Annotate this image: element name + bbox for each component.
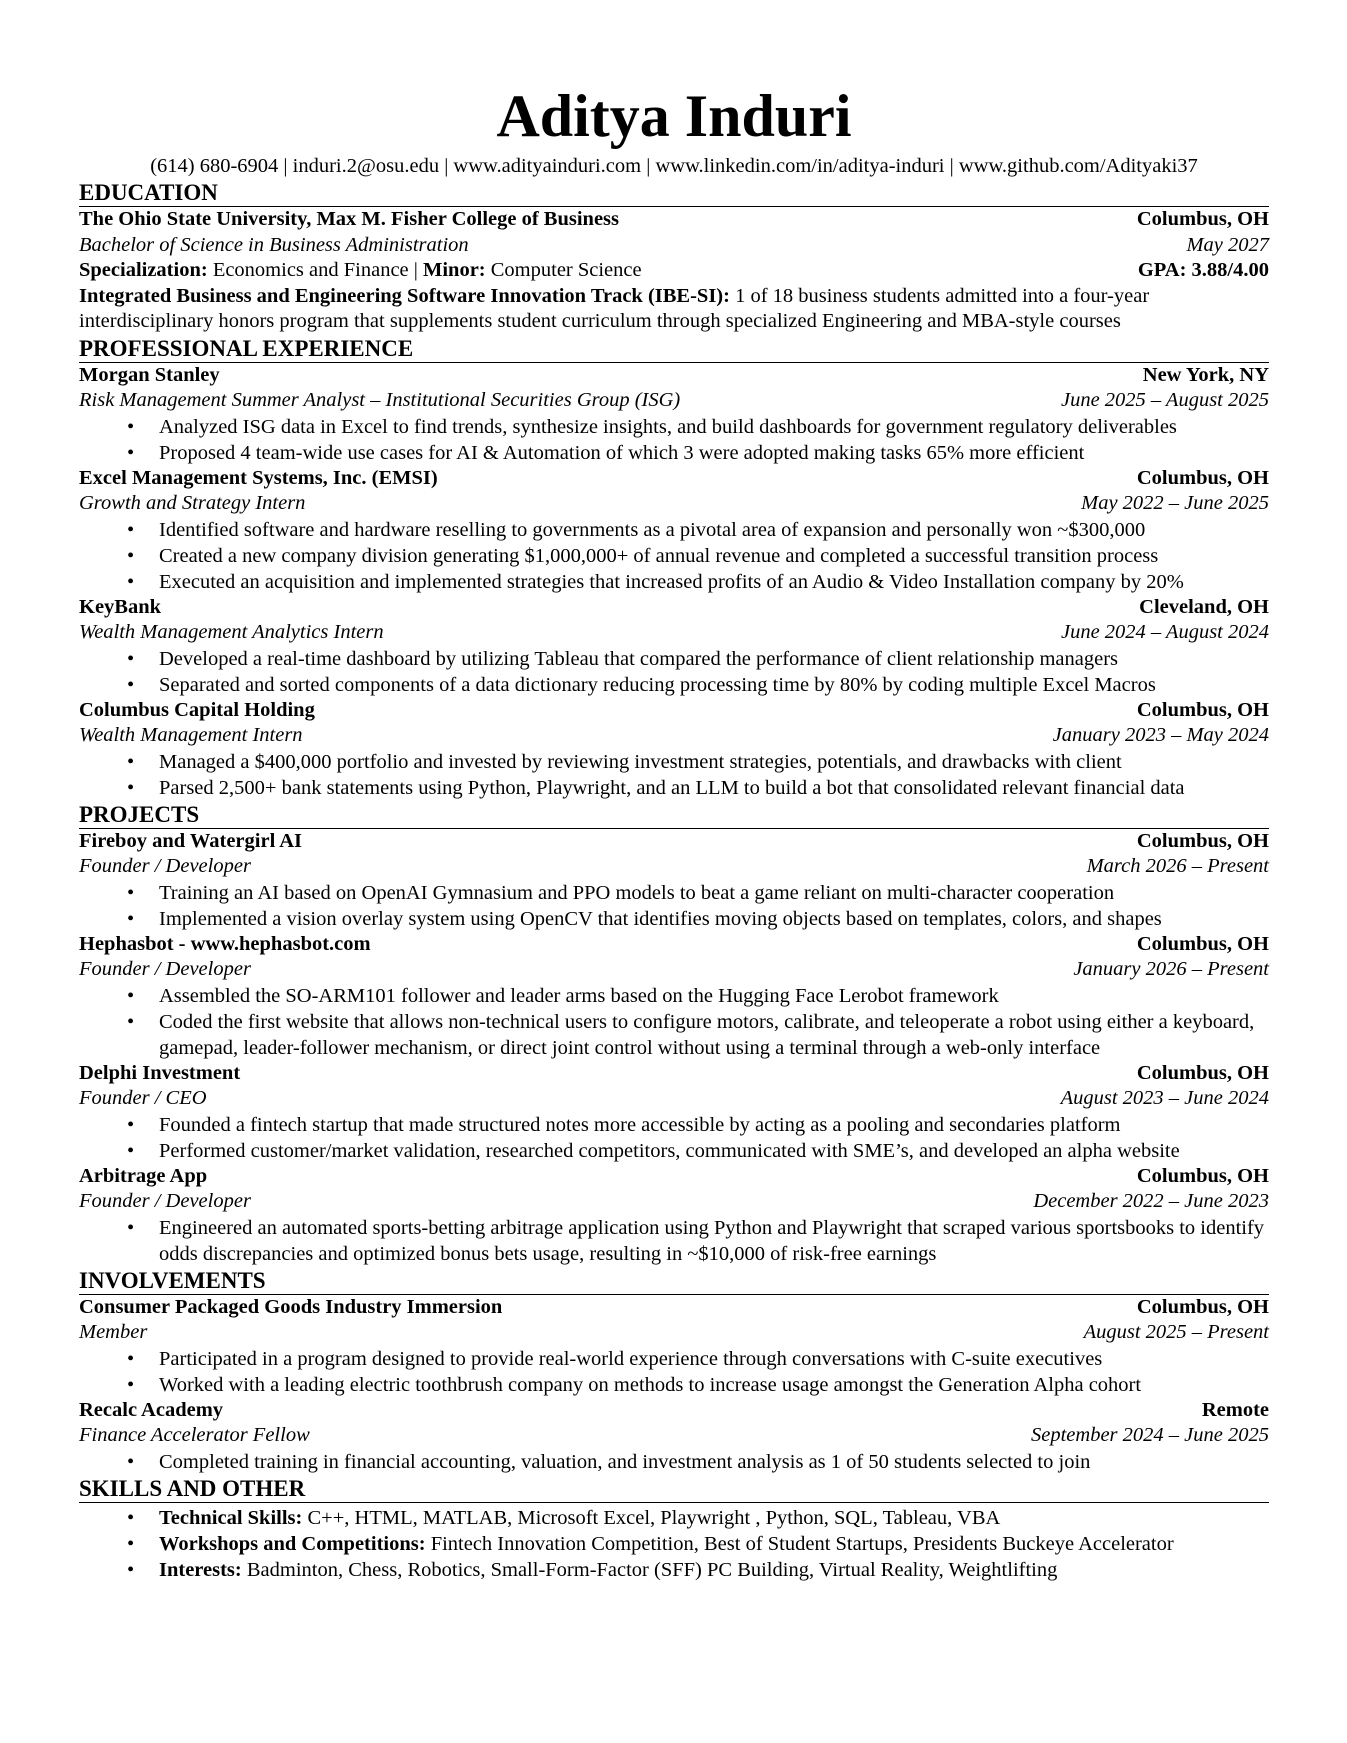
school-location: Columbus, OH <box>1136 208 1269 230</box>
date-range: June 2024 – August 2024 <box>1060 621 1269 643</box>
candidate-name: Aditya Induri <box>496 83 852 149</box>
section-heading-education: EDUCATION <box>79 180 1269 207</box>
role-title: Founder / Developer <box>79 1190 251 1212</box>
skill-item-workshops <box>79 1531 1269 1557</box>
entry-subheader-row <box>79 1320 1269 1346</box>
entry-subheader-row <box>79 1086 1269 1112</box>
specialization-row <box>79 258 1269 284</box>
honors-program-description: 1 of 18 business students admitted into a four-year interdisciplinary honors program that supplements student curriculum through specialized Engineering and MBA-style courses <box>79 284 1150 332</box>
entry-subheader-row <box>79 1189 1269 1215</box>
entry-location: Remote <box>1201 1398 1269 1421</box>
entry-header-row <box>79 698 1269 724</box>
date-range: September 2024 – June 2025 <box>1031 1424 1269 1446</box>
bullet-list <box>79 646 1269 698</box>
role-title: Wealth Management Intern <box>79 724 303 746</box>
date-range: August 2023 – June 2024 <box>1060 1087 1269 1109</box>
bullet-list <box>79 1449 1269 1475</box>
experience-entry <box>79 363 1269 466</box>
entry-subheader-row <box>79 620 1269 646</box>
bullet-point: • Implemented a vision overlay system using OpenCV that identifies moving objects based on templates, colors, and shapes <box>79 906 1269 932</box>
bullet-point: • Engineered an automated sports-betting arbitrage application using Python and Playwright that scraped various sportsbooks to identify odds discrepancies and optimized bonus bets usage, resulting in ~$10,000 of risk-free earnings <box>79 1215 1269 1267</box>
bullet-point: • Assembled the SO-ARM101 follower and leader arms based on the Hugging Face Lerobot framework <box>79 983 1269 1009</box>
skill-text: Fintech Innovation Competition, Best of Student Startups, Presidents Buckeye Accelerator <box>425 1532 1174 1555</box>
bullet-list <box>79 414 1269 466</box>
bullet-list <box>79 1346 1269 1398</box>
skill-label: Interests: <box>159 1558 242 1581</box>
section-heading-projects: PROJECTS <box>79 802 1269 829</box>
organization-name: Hephasbot - www.hephasbot.com <box>79 932 371 955</box>
minor-value: Computer Science <box>485 259 642 281</box>
entry-location: Cleveland, OH <box>1139 595 1269 618</box>
organization-name: Delphi Investment <box>79 1061 241 1084</box>
projects-entry <box>79 829 1269 932</box>
date-range: January 2026 – Present <box>1073 958 1269 980</box>
entry-location: Columbus, OH <box>1136 1164 1269 1187</box>
bullet-point: • Executed an acquisition and implemented strategies that increased profits of an Audio & Video Installation company by 20% <box>79 569 1269 595</box>
bullet-point: • Coded the first website that allows non-technical users to configure motors, calibrate, and teleoperate a robot using either a keyboard, gamepad, leader-follower mechanism, or direct joint control without using a terminal through a web-only interface <box>79 1009 1269 1061</box>
honors-program-text <box>79 284 1269 335</box>
bullet-list <box>79 1112 1269 1164</box>
entry-subheader-row <box>79 388 1269 414</box>
section-heading-involvements: INVOLVEMENTS <box>79 1268 1269 1295</box>
bullet-list <box>79 517 1269 595</box>
involvements-entry <box>79 1398 1269 1475</box>
bullet-point: • Parsed 2,500+ bank statements using Python, Playwright, and an LLM to build a bot that consolidated relevant financial data <box>79 775 1269 801</box>
organization-name: Columbus Capital Holding <box>79 698 315 721</box>
bullet-point: • Participated in a program designed to provide real-world experience through conversations with C-suite executives <box>79 1346 1269 1372</box>
specialization-text <box>79 258 642 284</box>
degree-name: Bachelor of Science in Business Administration <box>79 233 469 256</box>
role-title: Founder / Developer <box>79 855 251 877</box>
education-entry <box>79 207 1269 335</box>
entry-subheader-row <box>79 1423 1269 1449</box>
role-title: Risk Management Summer Analyst – Institutional Securities Group (ISG) <box>79 389 681 411</box>
section-heading-experience: PROFESSIONAL EXPERIENCE <box>79 336 1269 363</box>
role-title: Member <box>79 1321 148 1343</box>
involvements-list <box>79 1295 1269 1475</box>
honors-program-label: Integrated Business and Engineering Software Innovation Track (IBE-SI): <box>79 284 730 307</box>
organization-name: Arbitrage App <box>79 1164 208 1187</box>
role-title: Growth and Strategy Intern <box>79 492 306 514</box>
bullet-point: • Analyzed ISG data in Excel to find trends, synthesize insights, and build dashboards for government regulatory deliverables <box>79 414 1269 440</box>
entry-location: Columbus, OH <box>1136 932 1269 955</box>
entry-location: Columbus, OH <box>1136 466 1269 489</box>
skill-item-interests <box>79 1557 1269 1583</box>
projects-list <box>79 829 1269 1267</box>
bullet-list <box>79 1215 1269 1267</box>
organization-name: Consumer Packaged Goods Industry Immersion <box>79 1295 503 1318</box>
date-range: June 2025 – August 2025 <box>1060 389 1269 411</box>
experience-entry <box>79 466 1269 595</box>
bullet-list <box>79 880 1269 932</box>
entry-subheader-row <box>79 233 1269 259</box>
experience-entry <box>79 698 1269 801</box>
date-range: August 2025 – Present <box>1083 1321 1269 1343</box>
bullet-point: • Founded a fintech startup that made structured notes more accessible by acting as a pooling and secondaries platform <box>79 1112 1269 1138</box>
entry-subheader-row <box>79 854 1269 880</box>
date-range: January 2023 – May 2024 <box>1052 724 1269 746</box>
role-title: Finance Accelerator Fellow <box>79 1424 310 1446</box>
skill-label: Technical Skills: <box>159 1506 303 1529</box>
role-title: Wealth Management Analytics Intern <box>79 621 384 643</box>
experience-list <box>79 363 1269 801</box>
bullet-point: • Identified software and hardware reselling to governments as a pivotal area of expansion and personally won ~$300,000 <box>79 517 1269 543</box>
entry-header-row <box>79 207 1269 233</box>
bullet-point: • Completed training in financial accounting, valuation, and investment analysis as 1 of 50 students selected to join <box>79 1449 1269 1475</box>
entry-header-row <box>79 1061 1269 1087</box>
projects-entry <box>79 1061 1269 1164</box>
entry-subheader-row <box>79 723 1269 749</box>
entry-header-row <box>79 1295 1269 1321</box>
skill-label: Workshops and Competitions: <box>159 1532 426 1555</box>
skill-text: C++, HTML, MATLAB, Microsoft Excel, Playwright , Python, SQL, Tableau, VBA <box>302 1506 1001 1529</box>
minor-label: Minor: <box>423 259 486 281</box>
section-heading-skills: SKILLS AND OTHER <box>79 1476 1269 1503</box>
entry-header-row <box>79 932 1269 958</box>
contact-line: (614) 680-6904 | induri.2@osu.edu | www.adityainduri.com | www.linkedin.com/in/aditya-induri | www.github.com/Adityaki37 <box>150 155 1198 177</box>
bullet-point: • Worked with a leading electric toothbrush company on methods to increase usage amongst the Generation Alpha cohort <box>79 1372 1269 1398</box>
date-range: March 2026 – Present <box>1086 855 1269 877</box>
involvements-entry <box>79 1295 1269 1398</box>
bullet-point: • Developed a real-time dashboard by utilizing Tableau that compared the performance of client relationship managers <box>79 646 1269 672</box>
entry-header-row <box>79 829 1269 855</box>
bullet-list <box>79 749 1269 801</box>
specialization-value: Economics and Finance | <box>207 259 423 281</box>
entry-header-row <box>79 363 1269 389</box>
date-range: May 2022 – June 2025 <box>1081 492 1269 514</box>
entry-subheader-row <box>79 491 1269 517</box>
role-title: Founder / Developer <box>79 958 251 980</box>
role-title: Founder / CEO <box>79 1087 207 1109</box>
entry-header-row <box>79 1398 1269 1424</box>
bullet-point: • Performed customer/market validation, researched competitors, communicated with SME’s, and developed an alpha website <box>79 1138 1269 1164</box>
projects-entry <box>79 932 1269 1061</box>
entry-location: Columbus, OH <box>1136 1061 1269 1084</box>
organization-name: Recalc Academy <box>79 1398 224 1421</box>
entry-header-row <box>79 466 1269 492</box>
bullet-point: • Separated and sorted components of a data dictionary reducing processing time by 80% by coding multiple Excel Macros <box>79 672 1269 698</box>
skill-item-technical <box>79 1505 1269 1531</box>
entry-location: Columbus, OH <box>1136 1295 1269 1318</box>
specialization-label: Specialization: <box>79 259 208 281</box>
bullet-point: • Training an AI based on OpenAI Gymnasium and PPO models to beat a game reliant on multi-character cooperation <box>79 880 1269 906</box>
date-range: December 2022 – June 2023 <box>1033 1190 1269 1212</box>
experience-entry <box>79 595 1269 698</box>
organization-name: Excel Management Systems, Inc. (EMSI) <box>79 466 438 489</box>
bullet-list <box>79 983 1269 1061</box>
skill-text: Badminton, Chess, Robotics, Small-Form-Factor (SFF) PC Building, Virtual Reality, Weightlifting <box>241 1558 1058 1581</box>
gpa: GPA: 3.88/4.00 <box>1137 259 1269 281</box>
entry-location: Columbus, OH <box>1136 829 1269 852</box>
graduation-date: May 2027 <box>1186 233 1269 256</box>
entry-location: New York, NY <box>1142 363 1269 386</box>
bullet-point: • Created a new company division generating $1,000,000+ of annual revenue and completed a successful transition process <box>79 543 1269 569</box>
projects-entry <box>79 1164 1269 1267</box>
school-name: The Ohio State University, Max M. Fisher College of Business <box>79 208 620 230</box>
bullet-point: • Proposed 4 team-wide use cases for AI & Automation of which 3 were adopted making tasks 65% more efficient <box>79 440 1269 466</box>
entry-header-row <box>79 595 1269 621</box>
entry-location: Columbus, OH <box>1136 698 1269 721</box>
organization-name: KeyBank <box>79 595 162 618</box>
organization-name: Fireboy and Watergirl AI <box>79 829 303 852</box>
organization-name: Morgan Stanley <box>79 363 220 386</box>
entry-subheader-row <box>79 957 1269 983</box>
entry-header-row <box>79 1164 1269 1190</box>
bullet-point: • Managed a $400,000 portfolio and invested by reviewing investment strategies, potentials, and drawbacks with client <box>79 749 1269 775</box>
skills-list <box>79 1505 1269 1583</box>
